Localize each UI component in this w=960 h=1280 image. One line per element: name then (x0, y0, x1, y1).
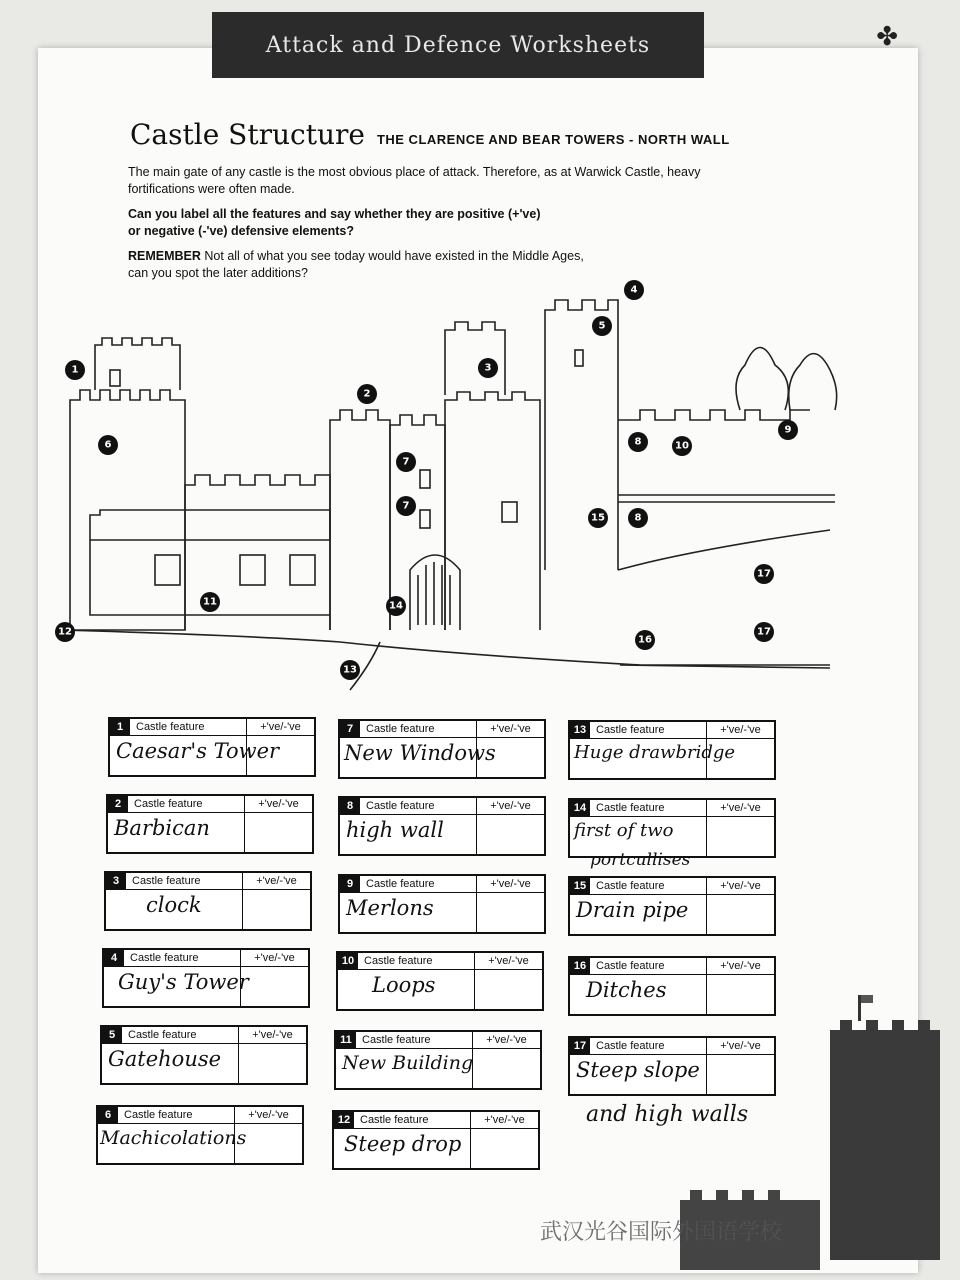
rating-cell[interactable] (706, 894, 774, 934)
svg-text:17: 17 (757, 626, 771, 638)
handwritten-answer: Steep slope (576, 1058, 700, 1082)
rating-cell[interactable] (472, 1048, 540, 1088)
handwritten-answer: Huge drawbridge (574, 742, 736, 763)
fleur-icon: ✤ (876, 22, 898, 52)
rating-cell[interactable] (244, 812, 312, 852)
handwritten-answer: Loops (372, 973, 436, 997)
watermark-text: 武汉光谷国际外国语学校 (540, 1220, 783, 1245)
svg-text:14: 14 (389, 600, 403, 612)
handwritten-answer: Drain pipe (576, 898, 689, 922)
rating-cell[interactable] (476, 892, 544, 932)
svg-text:1: 1 (71, 364, 79, 376)
feature-box-2: 2 Castle feature +'ve/-'ve Barbican (106, 794, 314, 854)
svg-text:7: 7 (402, 456, 410, 468)
svg-text:9: 9 (784, 424, 792, 436)
feature-box-12: 12 Castle feature +'ve/-'ve Steep drop (332, 1110, 540, 1170)
castle-illustration (40, 270, 860, 700)
handwritten-answer: Guy's Tower (118, 970, 249, 994)
feature-box-8: 8 Castle feature +'ve/-'ve high wall (338, 796, 546, 856)
question-line-2: or negative (-'ve) defensive elements? (128, 224, 354, 238)
handwritten-answer: clock (146, 893, 202, 917)
svg-text:17: 17 (757, 568, 771, 580)
svg-text:4: 4 (630, 284, 638, 296)
handwritten-answer: Machicolations (100, 1127, 247, 1149)
feature-box-9: 9 Castle feature +'ve/-'ve Merlons (338, 874, 546, 934)
feature-box-11: 11 Castle feature +'ve/-'ve New Building (334, 1030, 542, 1090)
svg-text:12: 12 (58, 626, 72, 638)
question-paragraph (128, 206, 768, 240)
svg-text:8: 8 (634, 512, 642, 524)
handwritten-answer-continuation: portcullises (590, 850, 691, 870)
svg-text:15: 15 (591, 512, 605, 524)
handwritten-answer-continuation: and high walls (586, 1102, 749, 1127)
feature-box-5: 5 Castle feature +'ve/-'ve Gatehouse (100, 1025, 308, 1085)
handwritten-answer: Steep drop (344, 1132, 462, 1156)
handwritten-answer: Barbican (114, 816, 210, 840)
feature-box-14: 14 Castle feature +'ve/-'ve first of two (568, 798, 776, 858)
rating-cell[interactable] (240, 966, 308, 1006)
feature-box-1: 1 Castle feature +'ve/-'ve Caesar's Tower (108, 717, 316, 777)
remember-line-1: Not all of what you see today would have existed in the Middle Ages, (200, 249, 584, 263)
svg-text:13: 13 (343, 664, 357, 676)
feature-box-7: 7 Castle feature +'ve/-'ve New Windows (338, 719, 546, 779)
handwritten-answer: Ditches (586, 978, 667, 1002)
svg-text:10: 10 (675, 440, 689, 452)
feature-box-10: 10 Castle feature +'ve/-'ve Loops (336, 951, 544, 1011)
svg-text:2: 2 (363, 388, 371, 400)
svg-text:3: 3 (484, 362, 492, 374)
rating-cell[interactable] (470, 1128, 538, 1168)
handwritten-answer: Gatehouse (108, 1047, 222, 1071)
handwritten-answer: Merlons (346, 896, 434, 920)
svg-text:7: 7 (402, 500, 410, 512)
feature-box-17: 17 Castle feature +'ve/-'ve Steep slope (568, 1036, 776, 1096)
handwritten-answer: first of two (574, 820, 674, 841)
intro-paragraph: The main gate of any castle is the most obvious place of attack. Therefore, as at Warwick Castle, heavy fortifications were often made. (128, 165, 701, 196)
feature-box-16: 16 Castle feature +'ve/-'ve Ditches (568, 956, 776, 1016)
rating-cell[interactable] (706, 1054, 774, 1094)
feature-box-13: 13 Castle feature +'ve/-'ve Huge drawbridge (568, 720, 776, 780)
handwritten-answer: New Building (342, 1052, 474, 1074)
handwritten-answer: New Windows (344, 741, 496, 765)
svg-text:8: 8 (634, 436, 642, 448)
rating-cell[interactable] (706, 816, 774, 856)
handwritten-answer: Caesar's Tower (116, 739, 280, 763)
page-subtitle: THE CLARENCE AND BEAR TOWERS - NORTH WALL (376, 132, 730, 147)
feature-box-6: 6 Castle feature +'ve/-'ve Machicolations (96, 1105, 304, 1165)
rating-cell[interactable] (706, 974, 774, 1014)
remember-label: REMEMBER (128, 249, 201, 263)
page-title: Castle Structure (130, 118, 365, 151)
svg-text:6: 6 (104, 439, 112, 451)
rating-cell[interactable] (238, 1043, 306, 1083)
svg-text:5: 5 (598, 320, 606, 332)
svg-text:16: 16 (638, 634, 652, 646)
feature-box-3: 3 Castle feature +'ve/-'ve clock (104, 871, 312, 931)
remember-line-2: can you spot the later additions? (128, 266, 308, 280)
tower-silhouette-image (810, 990, 950, 1260)
page-heading (130, 118, 730, 151)
handwritten-answer: high wall (346, 818, 444, 842)
worksheet-banner: Attack and Defence Worksheets (212, 12, 704, 78)
svg-text:11: 11 (203, 596, 217, 608)
feature-box-4: 4 Castle feature +'ve/-'ve Guy's Tower (102, 948, 310, 1008)
feature-box-15: 15 Castle feature +'ve/-'ve Drain pipe (568, 876, 776, 936)
rating-cell[interactable] (476, 814, 544, 854)
question-line-1: Can you label all the features and say whether they are positive (+'ve) (128, 207, 541, 221)
